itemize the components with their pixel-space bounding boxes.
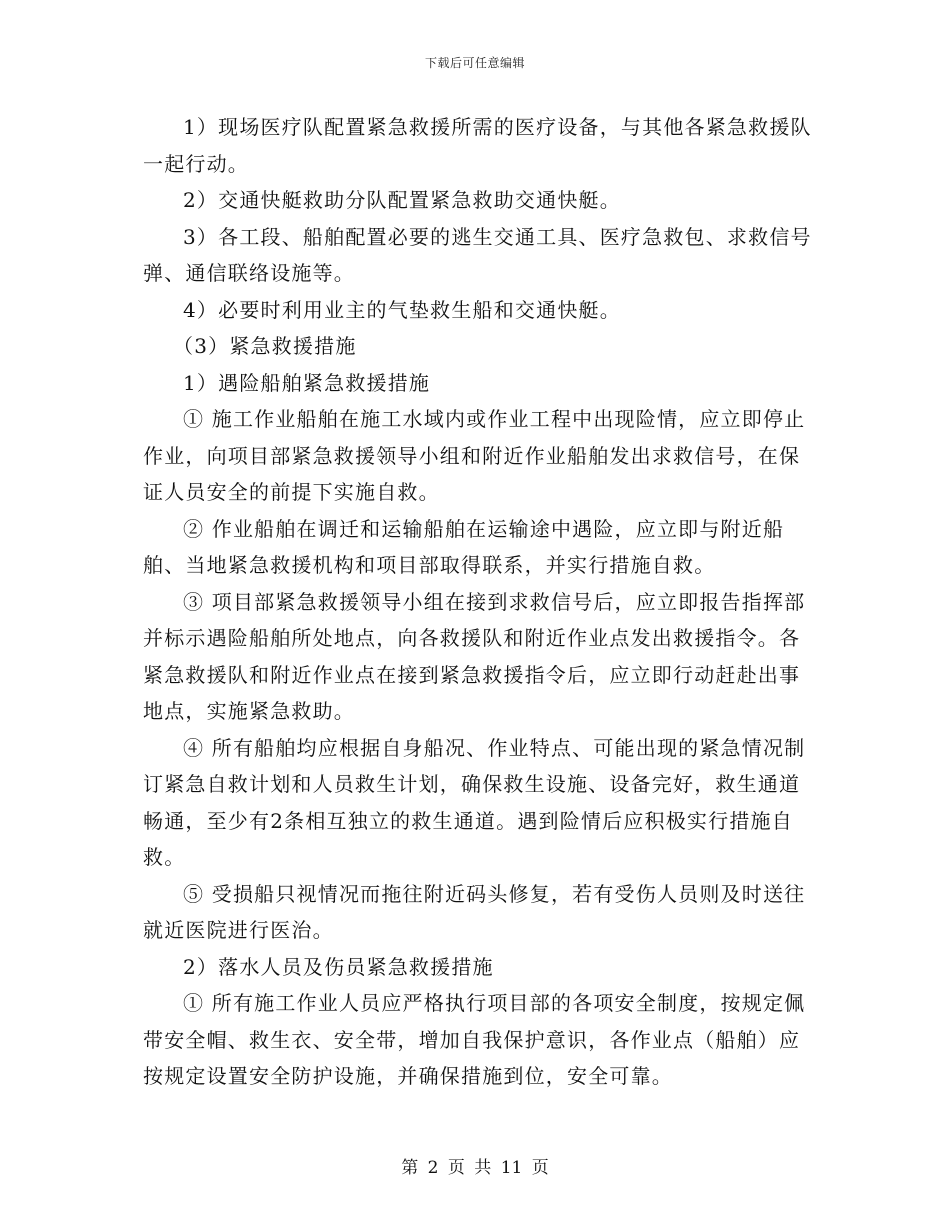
- header-note: 下载后可任意编辑: [424, 56, 525, 70]
- paragraph: ① 所有施工作业人员应严格执行项目部的各项安全制度，按规定佩带安全帽、救生衣、安全带，增加自我保护意识，各作业点（船舶）应按规定设置安全防护设施，并确保措施到位，安全可靠。: [143, 991, 806, 1088]
- section-heading: （3）紧急救援措施: [173, 334, 357, 358]
- paragraph: ① 施工作业船舶在施工水域内或作业工程中出现险情，应立即停止作业，向项目部紧急救援领导小组和附近作业船舶发出求救信号，在保证人员安全的前提下实施自救。: [143, 407, 806, 504]
- subsection-heading: 2）落水人员及伤员紧急救援措施: [183, 954, 494, 979]
- page-number: 第 2 页 共 11 页: [401, 1158, 549, 1178]
- paragraph: 4）必要时利用业主的气垫救生船和交通快艇。: [183, 297, 621, 322]
- subsection-heading: 1）遇险船舶紧急救援措施: [183, 370, 431, 395]
- paragraph: 1）现场医疗队配置紧急救援所需的医疗设备，与其他各紧急救援队一起行动。: [143, 115, 812, 176]
- paragraph: ③ 项目部紧急救援领导小组在接到求救信号后，应立即报告指挥部并标示遇险船舶所处地点，向各救援队和附近作业点发出救援指令。各紧急救援队和附近作业点在接到紧急救援指令后，应立即行动赶赴出事地点，实施紧急救助。: [143, 589, 806, 723]
- paragraph: ④ 所有船舶均应根据自身船况、作业特点、可能出现的紧急情况制订紧急自救计划和人员救生计划，确保救生设施、设备完好，救生通道畅通，至少有2条相互独立的救生通道。遇到险情后应积极实行措施自救。: [143, 735, 806, 869]
- paragraph: ② 作业船舶在调迁和运输船舶在运输途中遇险，应立即与附近船舶、当地紧急救援机构和项目部取得联系，并实行措施自救。: [143, 516, 785, 577]
- paragraph: ⑤ 受损船只视情况而拖往附近码头修复，若有受伤人员则及时送往就近医院进行医治。: [143, 881, 806, 942]
- paragraph: 3）各工段、船舶配置必要的逃生交通工具、医疗急救包、求救信号弹、通信联络设施等。: [143, 224, 812, 285]
- document-body: [143, 109, 815, 1095]
- paragraph: 2）交通快艇救助分队配置紧急救助交通快艇。: [183, 188, 621, 212]
